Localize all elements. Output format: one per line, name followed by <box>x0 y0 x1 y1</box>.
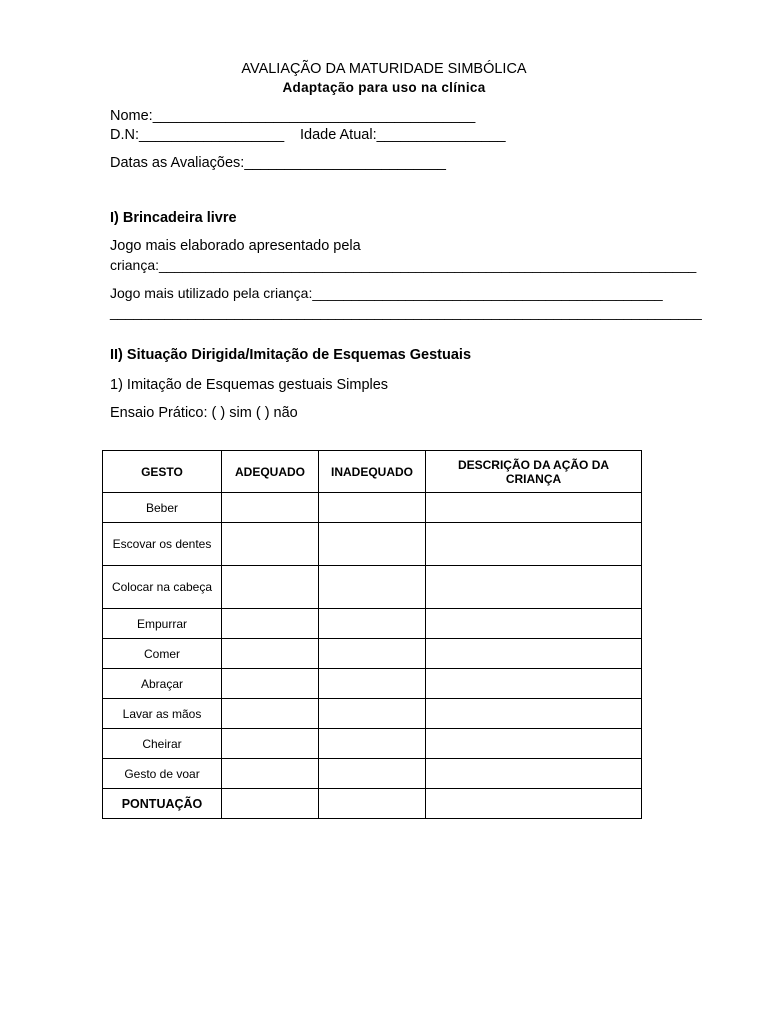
nome-field[interactable]: Nome:________________________________________ <box>110 108 476 124</box>
descricao-cell[interactable] <box>426 669 642 699</box>
inadequado-cell[interactable] <box>319 493 426 523</box>
document-title: AVALIAÇÃO DA MATURIDADE SIMBÓLICA <box>241 61 527 77</box>
table-row <box>103 639 642 669</box>
gesture-label: Abraçar <box>103 669 222 699</box>
dn-field[interactable]: D.N:__________________ <box>110 127 285 143</box>
jogo-elaborado-field[interactable]: criança:_____________________________________________________________________ <box>110 257 697 273</box>
adequado-cell[interactable] <box>222 759 319 789</box>
gesture-label: Colocar na cabeça <box>103 566 222 609</box>
table-total-row <box>103 789 642 819</box>
gesture-label: Cheirar <box>103 729 222 759</box>
descricao-cell[interactable] <box>426 699 642 729</box>
header-descricao: DESCRIÇÃO DA AÇÃO DA CRIANÇA <box>426 451 642 493</box>
table-row <box>103 566 642 609</box>
jogo-utilizado-field[interactable]: Jogo mais utilizado pela criança:_____________________________________________ <box>110 285 663 301</box>
inadequado-cell[interactable] <box>319 699 426 729</box>
gestures-table <box>102 450 642 819</box>
adequado-total-cell[interactable] <box>222 789 319 819</box>
table-row <box>103 669 642 699</box>
table-row <box>103 609 642 639</box>
descricao-cell[interactable] <box>426 493 642 523</box>
document-subtitle: Adaptação para uso na clínica <box>282 80 486 95</box>
table-row <box>103 699 642 729</box>
gesture-label: Empurrar <box>103 609 222 639</box>
adequado-cell[interactable] <box>222 639 319 669</box>
table-header-row <box>103 451 642 493</box>
descricao-cell[interactable] <box>426 609 642 639</box>
table-row <box>103 729 642 759</box>
inadequado-cell[interactable] <box>319 669 426 699</box>
idade-atual-field[interactable]: Idade Atual:________________ <box>300 127 506 143</box>
adequado-cell[interactable] <box>222 523 319 566</box>
adequado-cell[interactable] <box>222 609 319 639</box>
adequado-cell[interactable] <box>222 669 319 699</box>
header-inadequado: INADEQUADO <box>319 451 426 493</box>
header-gesto: GESTO <box>103 451 222 493</box>
gesture-label: Comer <box>103 639 222 669</box>
inadequado-cell[interactable] <box>319 759 426 789</box>
datas-avaliacoes-field[interactable]: Datas as Avaliações:_________________________ <box>110 155 446 171</box>
header-adequado: ADEQUADO <box>222 451 319 493</box>
imitacao-subheading: 1) Imitação de Esquemas gestuais Simples <box>110 377 389 393</box>
gesture-label: Beber <box>103 493 222 523</box>
table-row <box>103 759 642 789</box>
inadequado-total-cell[interactable] <box>319 789 426 819</box>
table-row <box>103 493 642 523</box>
jogo-utilizado-continuation-field[interactable]: ____________________________________________________________________________ <box>110 304 702 320</box>
descricao-cell[interactable] <box>426 566 642 609</box>
pontuacao-label: PONTUAÇÃO <box>103 789 222 819</box>
descricao-cell[interactable] <box>426 523 642 566</box>
descricao-cell[interactable] <box>426 759 642 789</box>
descricao-total-cell[interactable] <box>426 789 642 819</box>
section-brincadeira-livre-heading: I) Brincadeira livre <box>110 210 237 226</box>
inadequado-cell[interactable] <box>319 609 426 639</box>
inadequado-cell[interactable] <box>319 566 426 609</box>
descricao-cell[interactable] <box>426 729 642 759</box>
adequado-cell[interactable] <box>222 729 319 759</box>
adequado-cell[interactable] <box>222 566 319 609</box>
adequado-cell[interactable] <box>222 699 319 729</box>
adequado-cell[interactable] <box>222 493 319 523</box>
inadequado-cell[interactable] <box>319 523 426 566</box>
ensaio-pratico-field[interactable]: Ensaio Prático: ( ) sim ( ) não <box>110 405 298 421</box>
table-row <box>103 523 642 566</box>
section-situacao-dirigida-heading: II) Situação Dirigida/Imitação de Esquemas Gestuais <box>110 347 472 363</box>
inadequado-cell[interactable] <box>319 729 426 759</box>
gesture-label: Gesto de voar <box>103 759 222 789</box>
jogo-elaborado-label: Jogo mais elaborado apresentado pela <box>110 238 361 254</box>
gesture-label: Lavar as mãos <box>103 699 222 729</box>
gesture-label: Escovar os dentes <box>103 523 222 566</box>
descricao-cell[interactable] <box>426 639 642 669</box>
inadequado-cell[interactable] <box>319 639 426 669</box>
